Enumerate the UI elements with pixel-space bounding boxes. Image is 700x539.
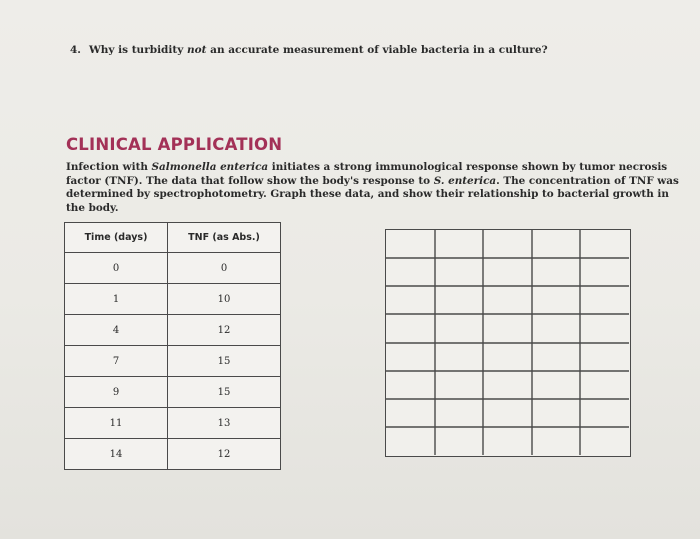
question-text-emphasis: not	[187, 44, 207, 56]
intro-text-3: . The concentration of TNF was determined by spectrophotometry. Graph these data, and show their relationship to bacterial growth in the body.	[66, 174, 679, 214]
header-tnf: TNF (as Abs.)	[168, 223, 281, 253]
table-row	[65, 315, 281, 346]
cell-tnf: 15	[168, 346, 281, 377]
graph-grid-lines	[386, 230, 629, 455]
question-number: 4.	[70, 44, 81, 56]
intro-text-1: Infection with	[66, 161, 152, 173]
table-header-row	[65, 223, 281, 253]
table-row	[65, 253, 281, 284]
question-text-end: an accurate measurement of viable bacteria in a culture?	[206, 44, 548, 56]
cell-time: 11	[65, 408, 168, 439]
intro-species: Salmonella enterica	[151, 161, 269, 173]
cell-tnf: 15	[168, 377, 281, 408]
question-text-start: Why is turbidity	[88, 44, 187, 56]
clinical-intro-paragraph	[66, 161, 680, 215]
intro-text-2: initiates a strong immunological response shown by tumor necrosis factor (TNF). The data that follow show the body's response to	[66, 161, 668, 187]
intro-species-short: S. enterica	[433, 174, 497, 187]
section-heading: CLINICAL APPLICATION	[66, 135, 283, 154]
cell-time: 14	[65, 439, 168, 470]
header-time: Time (days)	[65, 223, 168, 253]
table-row	[65, 284, 281, 315]
cell-time: 4	[65, 315, 168, 346]
cell-tnf: 12	[168, 439, 281, 470]
table-row	[65, 439, 281, 470]
cell-tnf: 12	[168, 315, 281, 346]
table-row	[65, 346, 281, 377]
cell-time: 7	[65, 346, 168, 377]
cell-time: 1	[65, 284, 168, 315]
cell-time: 9	[65, 377, 168, 408]
cell-tnf: 10	[168, 284, 281, 315]
table-row	[65, 377, 281, 408]
cell-tnf: 0	[168, 253, 281, 284]
question-4	[70, 44, 548, 56]
cell-tnf: 13	[168, 408, 281, 439]
tnf-data-table	[64, 222, 281, 470]
table-row	[65, 408, 281, 439]
blank-graph-grid	[385, 229, 631, 457]
cell-time: 0	[65, 253, 168, 284]
